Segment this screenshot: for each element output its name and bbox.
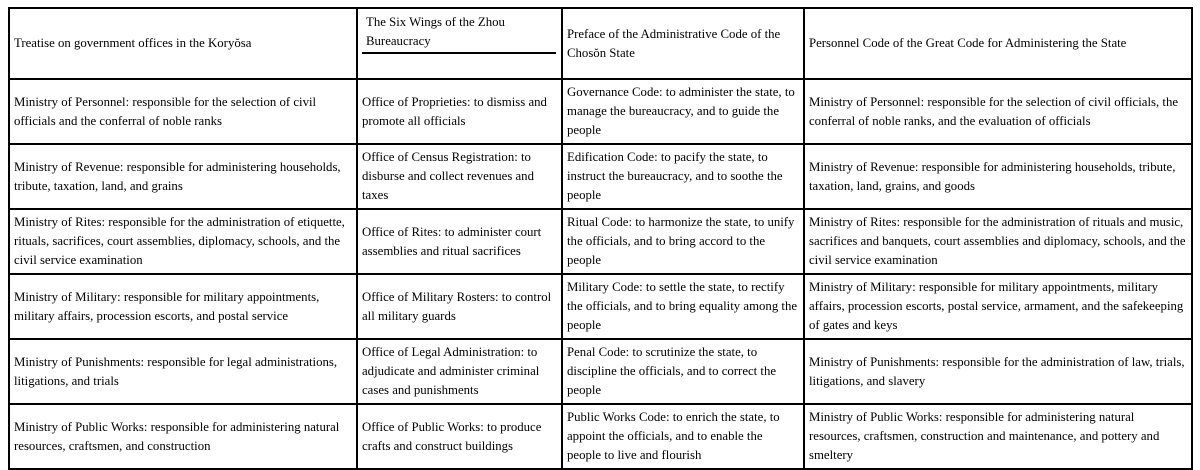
table-cell: Ministry of Revenue: responsible for administering households, tribute, taxation, land, and grains: [9, 144, 357, 209]
table-cell: Ministry of Military: responsible for military appointments, military affairs, procession escorts, and postal service: [9, 274, 357, 339]
table-cell: Ministry of Military: responsible for military appointments, military affairs, procession escorts, postal service, armament, and the safekeeping of gates and keys: [804, 274, 1192, 339]
table-cell: Ministry of Personnel: responsible for the selection of civil officials, the conferral of noble ranks, and the evaluation of officials: [804, 79, 1192, 144]
header-zhou-six-wings: [357, 8, 562, 79]
table-cell: Ministry of Revenue: responsible for administering households, tribute, taxation, land, grains, and goods: [804, 144, 1192, 209]
table-cell: Penal Code: to scrutinize the state, to discipline the officials, and to correct the people: [562, 339, 804, 404]
header-choson-preface: Preface of the Administrative Code of the Chosŏn State: [562, 8, 804, 79]
table-cell: Ministry of Punishments: responsible for the administration of law, trials, litigations, and slavery: [804, 339, 1192, 404]
table-cell: Ritual Code: to harmonize the state, to unify the officials, and to bring accord to the people: [562, 209, 804, 274]
table-cell: Ministry of Rites: responsible for the administration of etiquette, rituals, sacrifices, court assemblies, diplomacy, schools, and the civil service examination: [9, 209, 357, 274]
header-great-code-personnel: Personnel Code of the Great Code for Administering the State: [804, 8, 1192, 79]
empty-subheader-cell: [362, 54, 556, 75]
table-row-public-works: [9, 404, 1192, 469]
table-cell: Governance Code: to administer the state, to manage the bureaucracy, and to guide the people: [562, 79, 804, 144]
table-cell: Ministry of Punishments: responsible for legal administrations, litigations, and trials: [9, 339, 357, 404]
table-cell: Office of Proprieties: to dismiss and promote all officials: [357, 79, 562, 144]
header-zhou-six-wings-label: The Six Wings of the Zhou Bureaucracy: [362, 12, 556, 54]
table-row-rites: [9, 209, 1192, 274]
table-row-revenue: [9, 144, 1192, 209]
table-cell: Ministry of Public Works: responsible for administering natural resources, craftsmen, construction and maintenance, and pottery and smeltery: [804, 404, 1192, 469]
table-cell: Public Works Code: to enrich the state, to appoint the officials, and to enable the people to live and flourish: [562, 404, 804, 469]
table-cell: Military Code: to settle the state, to rectify the officials, and to bring equality among the people: [562, 274, 804, 339]
table-cell: Office of Military Rosters: to control all military guards: [357, 274, 562, 339]
table-cell: Ministry of Public Works: responsible for administering natural resources, craftsmen, and construction: [9, 404, 357, 469]
table-cell: Office of Public Works: to produce crafts and construct buildings: [357, 404, 562, 469]
table-cell: Office of Rites: to administer court assemblies and ritual sacrifices: [357, 209, 562, 274]
header-row: [9, 8, 1192, 79]
table-row-military: [9, 274, 1192, 339]
header-koryosa-treatise: Treatise on government offices in the Koryŏsa: [9, 8, 357, 79]
table-cell: Ministry of Rites: responsible for the administration of rituals and music, sacrifices and banquets, court assemblies and diplomacy, schools, and the civil service examination: [804, 209, 1192, 274]
table-cell: Edification Code: to pacify the state, to instruct the bureaucracy, and to soothe the people: [562, 144, 804, 209]
government-codes-comparison-table: [8, 7, 1193, 470]
table-row-punishments: [9, 339, 1192, 404]
table-row-personnel: [9, 79, 1192, 144]
table-cell: Office of Legal Administration: to adjudicate and administer criminal cases and punishments: [357, 339, 562, 404]
table-cell: Office of Census Registration: to disburse and collect revenues and taxes: [357, 144, 562, 209]
table-cell: Ministry of Personnel: responsible for the selection of civil officials and the conferral of noble ranks: [9, 79, 357, 144]
